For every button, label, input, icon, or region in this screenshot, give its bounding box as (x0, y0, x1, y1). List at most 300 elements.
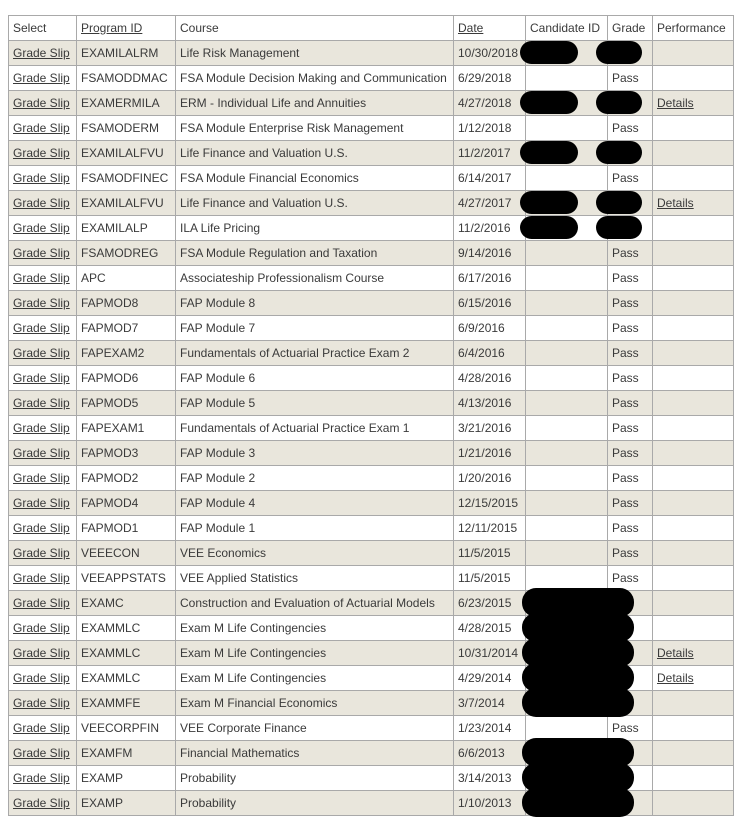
grade-cell (608, 566, 653, 591)
exam-date: 4/28/2016 (458, 371, 512, 385)
grade-cell (608, 141, 653, 166)
table-row (9, 691, 734, 716)
exam-date-cell (454, 516, 526, 541)
program-id: VEECORPFIN (81, 721, 160, 735)
table-row (9, 66, 734, 91)
table-row (9, 791, 734, 816)
table-row (9, 316, 734, 341)
exam-date: 4/27/2018 (458, 96, 512, 110)
candidate-id-cell (526, 366, 608, 391)
grade-cell (608, 466, 653, 491)
table-row (9, 191, 734, 216)
course-name-cell (176, 41, 454, 66)
performance-cell (653, 391, 734, 416)
candidate-id-cell (526, 791, 608, 816)
table-row (9, 166, 734, 191)
program-id: FAPMOD5 (81, 396, 139, 410)
course-name: Associateship Professionalism Course (180, 271, 385, 285)
table-row (9, 116, 734, 141)
exam-date-cell (454, 341, 526, 366)
candidate-id-cell (526, 716, 608, 741)
table-body (9, 41, 734, 816)
grade-slip-cell (9, 541, 77, 566)
performance-cell (653, 291, 734, 316)
exam-date-cell (454, 416, 526, 441)
table-row (9, 491, 734, 516)
candidate-id-cell (526, 766, 608, 791)
course-name: Life Finance and Valuation U.S. (180, 146, 348, 160)
grade-slip-cell (9, 791, 77, 816)
candidate-id-cell (526, 266, 608, 291)
course-name: FAP Module 4 (180, 496, 256, 510)
program-id: EXAMERMILA (81, 96, 160, 110)
course-name: FAP Module 3 (180, 446, 256, 460)
program-id: EXAMP (81, 771, 124, 785)
program-id-cell (77, 341, 176, 366)
exam-date-cell (454, 241, 526, 266)
program-id: FAPMOD1 (81, 521, 139, 535)
sort-link-date[interactable]: Date (458, 21, 484, 35)
table-row (9, 466, 734, 491)
grade-slip-cell (9, 366, 77, 391)
performance-cell (653, 691, 734, 716)
grade: Pass (612, 321, 639, 335)
candidate-id-cell (526, 241, 608, 266)
redaction-mark (596, 91, 642, 114)
grade-cell (608, 116, 653, 141)
grade-slip-link[interactable]: Grade Slip (13, 621, 70, 635)
exam-date: 6/17/2016 (458, 271, 512, 285)
grade: Pass (612, 171, 639, 185)
course-name: Fundamentals of Actuarial Practice Exam 2 (180, 346, 410, 360)
grade-slip-link[interactable]: Grade Slip (13, 446, 70, 460)
grade: Pass (612, 271, 639, 285)
program-id: APC (81, 271, 106, 285)
grade-cell (608, 216, 653, 241)
grade-slip-link[interactable]: Grade Slip (13, 46, 70, 60)
performance-cell (653, 191, 734, 216)
program-id-cell (77, 316, 176, 341)
exam-date-cell (454, 766, 526, 791)
header-row (9, 16, 734, 41)
course-name-cell (176, 616, 454, 641)
column-header-program-id[interactable] (77, 16, 176, 41)
performance-cell (653, 341, 734, 366)
course-name-cell (176, 166, 454, 191)
grade-slip-cell (9, 691, 77, 716)
grade-cell (608, 241, 653, 266)
course-name-cell (176, 491, 454, 516)
program-id-cell (77, 591, 176, 616)
course-name: ERM - Individual Life and Annuities (180, 96, 367, 110)
grade-slip-cell (9, 216, 77, 241)
grade-slip-link[interactable]: Grade Slip (13, 346, 70, 360)
exam-date: 12/15/2015 (458, 496, 519, 510)
table-row (9, 366, 734, 391)
grade-slip-link[interactable]: Grade Slip (13, 146, 70, 160)
table-row (9, 241, 734, 266)
performance-cell (653, 216, 734, 241)
course-name: FSA Module Financial Economics (180, 171, 359, 185)
course-name-cell (176, 716, 454, 741)
course-name-cell (176, 691, 454, 716)
exam-date-cell (454, 591, 526, 616)
exam-date: 1/12/2018 (458, 121, 512, 135)
exam-date: 3/14/2013 (458, 771, 512, 785)
course-name: FAP Module 1 (180, 521, 256, 535)
course-name: Life Finance and Valuation U.S. (180, 196, 348, 210)
grade: Pass (612, 121, 639, 135)
program-id: EXAMMLC (81, 671, 141, 685)
exam-date: 11/2/2017 (458, 146, 511, 160)
program-id: FSAMODERM (81, 121, 159, 135)
grade-slip-link[interactable]: Grade Slip (13, 746, 70, 760)
performance-cell (653, 641, 734, 666)
program-id: EXAMILALFVU (81, 146, 164, 160)
grade: Pass (612, 571, 639, 585)
course-name-cell (176, 266, 454, 291)
candidate-id-cell (526, 541, 608, 566)
grade-slip-link[interactable]: Grade Slip (13, 271, 70, 285)
candidate-id-cell (526, 166, 608, 191)
program-id: FSAMODFINEC (81, 171, 169, 185)
program-id: EXAMP (81, 796, 124, 810)
grade-cell (608, 66, 653, 91)
performance-cell (653, 616, 734, 641)
candidate-id-cell (526, 616, 608, 641)
performance-cell (653, 491, 734, 516)
program-id: FSAMODDMAC (81, 71, 168, 85)
table-row (9, 716, 734, 741)
program-id: EXAMC (81, 596, 124, 610)
exam-date: 6/9/2016 (458, 321, 505, 335)
grade-slip-link[interactable]: Grade Slip (13, 671, 70, 685)
program-id-cell (77, 241, 176, 266)
course-name: Exam M Life Contingencies (180, 621, 327, 635)
performance-details-link[interactable]: Details (657, 196, 694, 210)
program-id-cell (77, 216, 176, 241)
grade-cell (608, 191, 653, 216)
grade-slip-link[interactable]: Grade Slip (13, 646, 70, 660)
course-name: Fundamentals of Actuarial Practice Exam 1 (180, 421, 410, 435)
course-name: FSA Module Regulation and Taxation (180, 246, 378, 260)
course-name: Life Risk Management (180, 46, 300, 60)
exam-date-cell (454, 566, 526, 591)
table-row (9, 516, 734, 541)
grade-slip-link[interactable]: Grade Slip (13, 796, 70, 810)
performance-cell (653, 466, 734, 491)
exam-date-cell (454, 316, 526, 341)
candidate-id-cell (526, 316, 608, 341)
course-name-cell (176, 741, 454, 766)
course-name-cell (176, 66, 454, 91)
grade-slip-cell (9, 316, 77, 341)
candidate-id-cell (526, 116, 608, 141)
candidate-id-cell (526, 741, 608, 766)
grade-slip-link[interactable]: Grade Slip (13, 571, 70, 585)
candidate-id-cell (526, 391, 608, 416)
exam-date-cell (454, 216, 526, 241)
candidate-id-cell (526, 441, 608, 466)
grade-cell (608, 391, 653, 416)
exam-date: 1/10/2013 (458, 796, 512, 810)
grade-slip-link[interactable]: Grade Slip (13, 121, 70, 135)
course-name: Probability (180, 771, 237, 785)
sort-link-program-id[interactable]: Program ID (81, 21, 143, 35)
exam-date: 6/14/2017 (458, 171, 512, 185)
performance-details-link[interactable]: Details (657, 671, 694, 685)
performance-cell (653, 516, 734, 541)
exam-date-cell (454, 541, 526, 566)
candidate-id-cell (526, 691, 608, 716)
course-name-cell (176, 516, 454, 541)
program-id: FAPEXAM2 (81, 346, 145, 360)
exam-date-cell (454, 666, 526, 691)
course-name: FSA Module Decision Making and Communication (180, 71, 447, 85)
grade-slip-link[interactable]: Grade Slip (13, 721, 70, 735)
exam-date: 6/4/2016 (458, 346, 505, 360)
program-id: VEEECON (81, 546, 140, 560)
program-id-cell (77, 566, 176, 591)
exam-date: 6/23/2015 (458, 596, 512, 610)
program-id: EXAMILALFVU (81, 196, 164, 210)
exam-date: 11/5/2015 (458, 571, 511, 585)
grade: Pass (612, 371, 639, 385)
exam-date: 11/5/2015 (458, 546, 511, 560)
redaction-mark (520, 141, 578, 164)
redaction-mark (520, 191, 578, 214)
exam-date-cell (454, 441, 526, 466)
exam-date-cell (454, 616, 526, 641)
program-id-cell (77, 491, 176, 516)
grade-slip-link[interactable]: Grade Slip (13, 496, 70, 510)
performance-cell (653, 566, 734, 591)
candidate-id-cell (526, 491, 608, 516)
grade: Pass (612, 496, 639, 510)
table-row (9, 341, 734, 366)
table-row (9, 541, 734, 566)
grade-slip-link[interactable]: Grade Slip (13, 421, 70, 435)
exam-date-cell (454, 191, 526, 216)
exam-date-cell (454, 391, 526, 416)
performance-cell (653, 666, 734, 691)
performance-cell (653, 741, 734, 766)
performance-cell (653, 716, 734, 741)
grade-slip-cell (9, 341, 77, 366)
program-id-cell (77, 441, 176, 466)
course-name: FAP Module 6 (180, 371, 256, 385)
grade: Pass (612, 721, 639, 735)
grade-cell (608, 491, 653, 516)
grade-slip-cell (9, 66, 77, 91)
program-id-cell (77, 741, 176, 766)
grade-slip-cell (9, 591, 77, 616)
program-id-cell (77, 466, 176, 491)
exam-date-cell (454, 291, 526, 316)
program-id-cell (77, 791, 176, 816)
candidate-id-cell (526, 341, 608, 366)
course-name-cell (176, 91, 454, 116)
grade-slip-cell (9, 491, 77, 516)
course-name-cell (176, 366, 454, 391)
column-header-date[interactable] (454, 16, 526, 41)
table-row (9, 666, 734, 691)
exam-date: 1/20/2016 (458, 471, 512, 485)
table-row (9, 416, 734, 441)
course-name: VEE Corporate Finance (180, 721, 307, 735)
course-name-cell (176, 641, 454, 666)
grade-slip-link[interactable]: Grade Slip (13, 771, 70, 785)
performance-cell (653, 441, 734, 466)
candidate-id-cell (526, 291, 608, 316)
program-id-cell (77, 716, 176, 741)
performance-details-link[interactable]: Details (657, 646, 694, 660)
exam-date-cell (454, 116, 526, 141)
table-row (9, 591, 734, 616)
program-id-cell (77, 66, 176, 91)
course-name-cell (176, 191, 454, 216)
grade: Pass (612, 71, 639, 85)
redaction-mark (522, 688, 634, 717)
program-id-cell (77, 266, 176, 291)
table-row (9, 741, 734, 766)
grade-slip-cell (9, 141, 77, 166)
table-row (9, 391, 734, 416)
performance-cell (653, 541, 734, 566)
grade-slip-link[interactable]: Grade Slip (13, 171, 70, 185)
grade-slip-link[interactable]: Grade Slip (13, 396, 70, 410)
grade-slip-cell (9, 166, 77, 191)
program-id: FAPMOD2 (81, 471, 139, 485)
column-header-grade: Grade (608, 16, 653, 41)
grade-slip-link[interactable]: Grade Slip (13, 696, 70, 710)
grade-slip-link[interactable]: Grade Slip (13, 471, 70, 485)
course-name-cell (176, 791, 454, 816)
grade-cell (608, 516, 653, 541)
exam-date-cell (454, 716, 526, 741)
grade: Pass (612, 421, 639, 435)
exam-date-cell (454, 466, 526, 491)
grade-slip-cell (9, 716, 77, 741)
table-row (9, 266, 734, 291)
grade: Pass (612, 346, 639, 360)
course-name-cell (176, 316, 454, 341)
performance-cell (653, 66, 734, 91)
exam-date-cell (454, 691, 526, 716)
exam-date: 11/2/2016 (458, 221, 511, 235)
grade: Pass (612, 471, 639, 485)
performance-cell (653, 316, 734, 341)
grade-slip-link[interactable]: Grade Slip (13, 246, 70, 260)
table-row (9, 291, 734, 316)
course-name-cell (176, 141, 454, 166)
grade-cell (608, 91, 653, 116)
program-id-cell (77, 766, 176, 791)
grade-slip-link[interactable]: Grade Slip (13, 546, 70, 560)
course-name-cell (176, 441, 454, 466)
exam-date: 4/27/2017 (458, 196, 512, 210)
grade-slip-cell (9, 291, 77, 316)
course-name: Financial Mathematics (180, 746, 300, 760)
grade-cell (608, 716, 653, 741)
program-id-cell (77, 416, 176, 441)
course-name-cell (176, 541, 454, 566)
grade-slip-link[interactable]: Grade Slip (13, 221, 70, 235)
candidate-id-cell (526, 666, 608, 691)
program-id: FSAMODREG (81, 246, 159, 260)
grade-slip-link[interactable]: Grade Slip (13, 71, 70, 85)
grade-slip-link[interactable]: Grade Slip (13, 296, 70, 310)
grade-cell (608, 41, 653, 66)
program-id-cell (77, 116, 176, 141)
redaction-mark (520, 216, 578, 239)
program-id: EXAMILALP (81, 221, 148, 235)
program-id: FAPMOD3 (81, 446, 139, 460)
grade-slip-link[interactable]: Grade Slip (13, 521, 70, 535)
program-id: FAPMOD8 (81, 296, 139, 310)
course-name: Construction and Evaluation of Actuarial Models (180, 596, 435, 610)
course-name: Exam M Life Contingencies (180, 646, 327, 660)
column-header-course: Course (176, 16, 454, 41)
grade-slip-cell (9, 616, 77, 641)
performance-cell (653, 116, 734, 141)
column-header-candidate-id: Candidate ID (526, 16, 608, 41)
exam-date: 1/23/2014 (458, 721, 512, 735)
column-header-performance: Performance (653, 16, 734, 41)
exam-date-cell (454, 366, 526, 391)
redaction-mark (596, 216, 642, 239)
program-id: FAPMOD4 (81, 496, 139, 510)
candidate-id-cell (526, 66, 608, 91)
redaction-mark (596, 41, 642, 64)
table-row (9, 91, 734, 116)
course-name-cell (176, 766, 454, 791)
grade-slip-link[interactable]: Grade Slip (13, 596, 70, 610)
program-id-cell (77, 666, 176, 691)
program-id-cell (77, 291, 176, 316)
table-row (9, 141, 734, 166)
exam-date-cell (454, 91, 526, 116)
course-name-cell (176, 566, 454, 591)
grade-slip-link[interactable]: Grade Slip (13, 196, 70, 210)
performance-details-link[interactable]: Details (657, 96, 694, 110)
course-name-cell (176, 466, 454, 491)
program-id: EXAMMFE (81, 696, 141, 710)
course-name-cell (176, 291, 454, 316)
grade-slip-link[interactable]: Grade Slip (13, 371, 70, 385)
course-name: FAP Module 2 (180, 471, 256, 485)
grade: Pass (612, 521, 639, 535)
course-name-cell (176, 591, 454, 616)
grade-slip-cell (9, 191, 77, 216)
grade-cell (608, 266, 653, 291)
grade-slip-link[interactable]: Grade Slip (13, 321, 70, 335)
program-id: EXAMMLC (81, 621, 141, 635)
grade: Pass (612, 246, 639, 260)
grade: Pass (612, 446, 639, 460)
grade-cell (608, 316, 653, 341)
grade-slip-cell (9, 41, 77, 66)
performance-cell (653, 266, 734, 291)
exam-date-cell (454, 41, 526, 66)
redaction-mark (520, 41, 578, 64)
grade-slip-cell (9, 91, 77, 116)
grade-slip-link[interactable]: Grade Slip (13, 96, 70, 110)
grade-slip-cell (9, 416, 77, 441)
redaction-mark (522, 788, 634, 817)
course-name-cell (176, 391, 454, 416)
grade-slip-cell (9, 741, 77, 766)
